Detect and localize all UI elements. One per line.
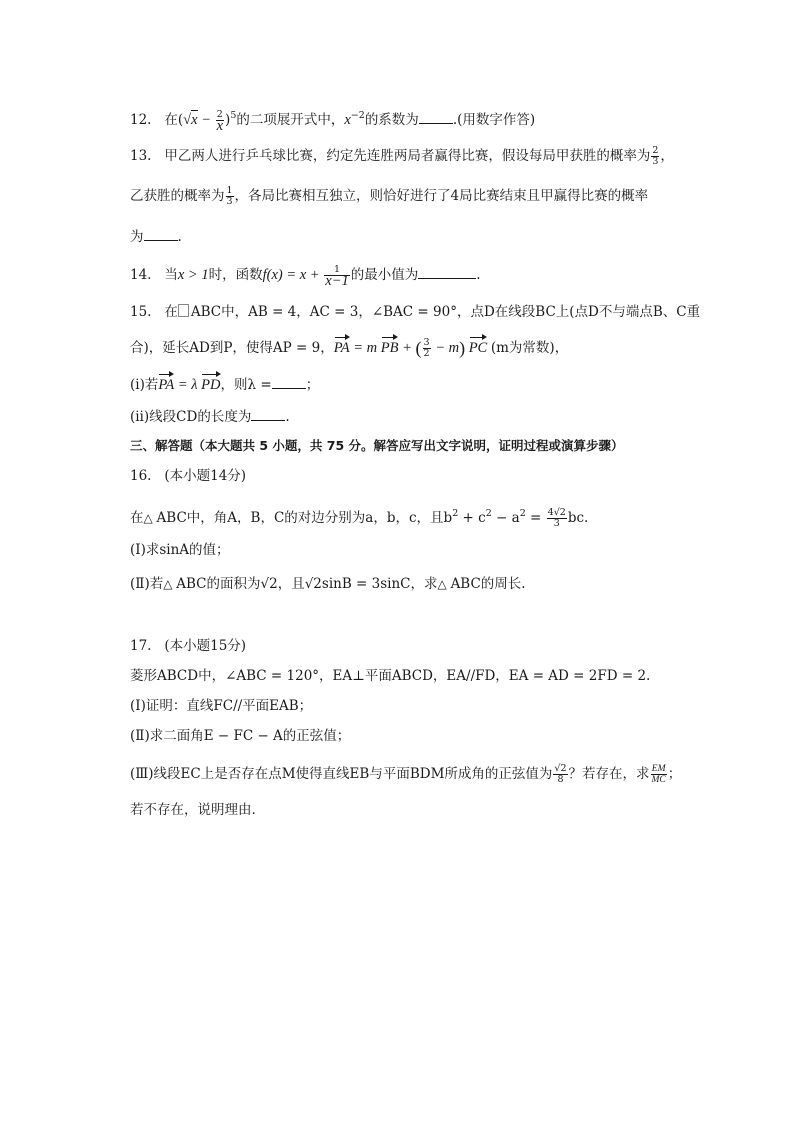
question-number: 12.	[130, 112, 152, 128]
question-17-line-1: 菱形ABCD中，∠ABC = 120°，EA⊥平面ABCD，EA//FD，EA = AD = 2FD = 2.	[130, 668, 651, 684]
text: ABC中，角A，B，C的对边分别为a，b，c，且b	[156, 510, 453, 526]
question-number: 13.	[130, 148, 152, 164]
text: 的二项展开式中，	[236, 112, 345, 128]
question-12	[130, 106, 536, 134]
answer-blank[interactable]	[418, 264, 476, 279]
math-vector-tail: − m) PC	[431, 338, 488, 358]
fraction: $\frac{1}{3}$	[226, 185, 233, 207]
text: ABC的周长.	[450, 576, 526, 592]
question-15-part-i: (ⅰ)若PA = λ PD，则λ = ；	[130, 374, 319, 395]
text: ABC的面积为√2，且√2sinB = 3sinC，求	[176, 576, 438, 592]
question-16-header	[130, 466, 246, 486]
math-x: x	[344, 112, 351, 128]
question-number: 17.	[130, 638, 152, 654]
text: − a	[491, 510, 520, 526]
math-condition: x > 1	[177, 267, 209, 283]
question-17-part-2: (Ⅱ)求二面角E − FC − A的正弦值；	[130, 728, 351, 744]
text: + c	[458, 510, 486, 526]
text: 的系数为	[364, 112, 419, 128]
exponent: −2	[350, 110, 365, 121]
question-17-line-4: 若不存在，说明理由.	[130, 802, 256, 818]
math-vector-lambda: PA = λ PD	[158, 377, 221, 393]
text: (Ⅱ)若	[130, 576, 164, 592]
fraction-3-over-2: $\frac{3}{2}$	[423, 337, 430, 359]
triangle-icon: △	[437, 577, 451, 591]
question-15-line-1	[130, 302, 700, 322]
text: )	[225, 112, 231, 128]
text: 在	[164, 304, 178, 320]
question-16-part-1: (Ⅰ)求sinA的值；	[130, 542, 230, 558]
fraction: $\frac{2}{3}$	[652, 145, 659, 167]
text: 合)，延长AD到P，使得AP = 9，	[130, 340, 334, 356]
text: (Ⅲ)线段EC上是否存在点M使得直线EB与平面BDM所成角的正弦值为	[130, 766, 553, 782]
math-function: f(x) = x +	[262, 267, 324, 283]
exponent: 2	[485, 508, 492, 519]
fraction-em-over-mc: $\frac{EM}{MC}$	[651, 764, 666, 785]
question-14: 14. 当x > 1时，函数f(x) = x + $\frac{1}{x-1}$ 的最小值为 .	[130, 264, 481, 289]
answer-blank[interactable]	[144, 226, 178, 241]
text: ，则λ =	[220, 377, 272, 393]
text: 甲乙两人进行乒乓球比赛，约定先连胜两局者赢得比赛，假设每局甲获胜的概率为	[164, 148, 651, 164]
text: (m为常数)，	[490, 340, 569, 356]
text: 在	[130, 510, 144, 526]
question-13-line-2	[130, 186, 648, 207]
text: ？若存在，求	[568, 766, 650, 782]
question-number: 15.	[130, 304, 152, 320]
question-17-part-1: (Ⅰ)证明：直线FC//平面EAB；	[130, 698, 313, 714]
text: 在(	[164, 112, 184, 128]
math-sqrt-x: √x −	[183, 112, 215, 128]
fraction-1-over-x-minus-1: $\frac{1}{x-1}$	[325, 264, 349, 289]
question-16-part-2	[130, 574, 526, 594]
question-17-header	[130, 636, 246, 656]
question-number: 16.	[130, 468, 152, 484]
text: 的最小值为	[350, 267, 419, 283]
math-vector-equation: PA = m PB + (	[333, 338, 422, 358]
text: .(用数字作答)	[452, 112, 536, 128]
fraction-2-over-x: $\frac{2}{x}$	[216, 109, 224, 134]
text: (ⅱ)线段CD的长度为	[130, 409, 252, 425]
question-15-line-2	[130, 338, 568, 359]
answer-blank[interactable]	[419, 109, 453, 124]
text: (ⅰ)若	[130, 377, 159, 393]
text: 为	[130, 229, 144, 245]
text: bc.	[567, 510, 589, 526]
fraction: $\frac{√2}{8}$	[554, 763, 567, 785]
answer-blank[interactable]	[272, 374, 306, 389]
text: ；	[667, 766, 682, 782]
text: ，各局比赛相互独立，则恰好进行了4局比赛结束且甲赢得比赛的概率	[234, 188, 649, 204]
triangle-icon: △	[143, 511, 157, 525]
text: 乙获胜的概率为	[130, 188, 225, 204]
points: (本小题15分)	[164, 638, 247, 654]
question-number: 14.	[130, 267, 152, 283]
text: =	[525, 510, 546, 526]
text: ABC中，AB = 4，AC = 3，∠BAC = 90°，点D在线段BC上(点D不与端点B、C重	[190, 304, 701, 320]
exponent: 2	[519, 508, 526, 519]
section-heading: 三、解答题（本大题共 5 小题，共 75 分。解答应写出文字说明，证明过程或演算步骤）	[130, 438, 624, 453]
question-17-part-3	[130, 764, 681, 785]
exponent: 5	[230, 110, 237, 121]
fraction: $\frac{4√2}{3}$	[547, 507, 566, 529]
question-15-part-ii: (ⅱ)线段CD的长度为 .	[130, 406, 290, 427]
question-13-line-1: 13. 甲乙两人进行乒乓球比赛，约定先连胜两局者赢得比赛，假设每局甲获胜的概率为 $\frac{2}{3}$ ，	[130, 145, 674, 167]
exponent: 2	[452, 508, 459, 519]
text: 当	[164, 267, 178, 283]
question-13-line-3: 为 .	[130, 226, 182, 247]
triangle-icon: △	[163, 577, 177, 591]
text: 时，函数	[208, 267, 263, 283]
missing-glyph-icon	[178, 304, 189, 317]
question-16-line-1	[130, 504, 588, 529]
answer-blank[interactable]	[251, 406, 285, 421]
points: (本小题14分)	[164, 468, 247, 484]
